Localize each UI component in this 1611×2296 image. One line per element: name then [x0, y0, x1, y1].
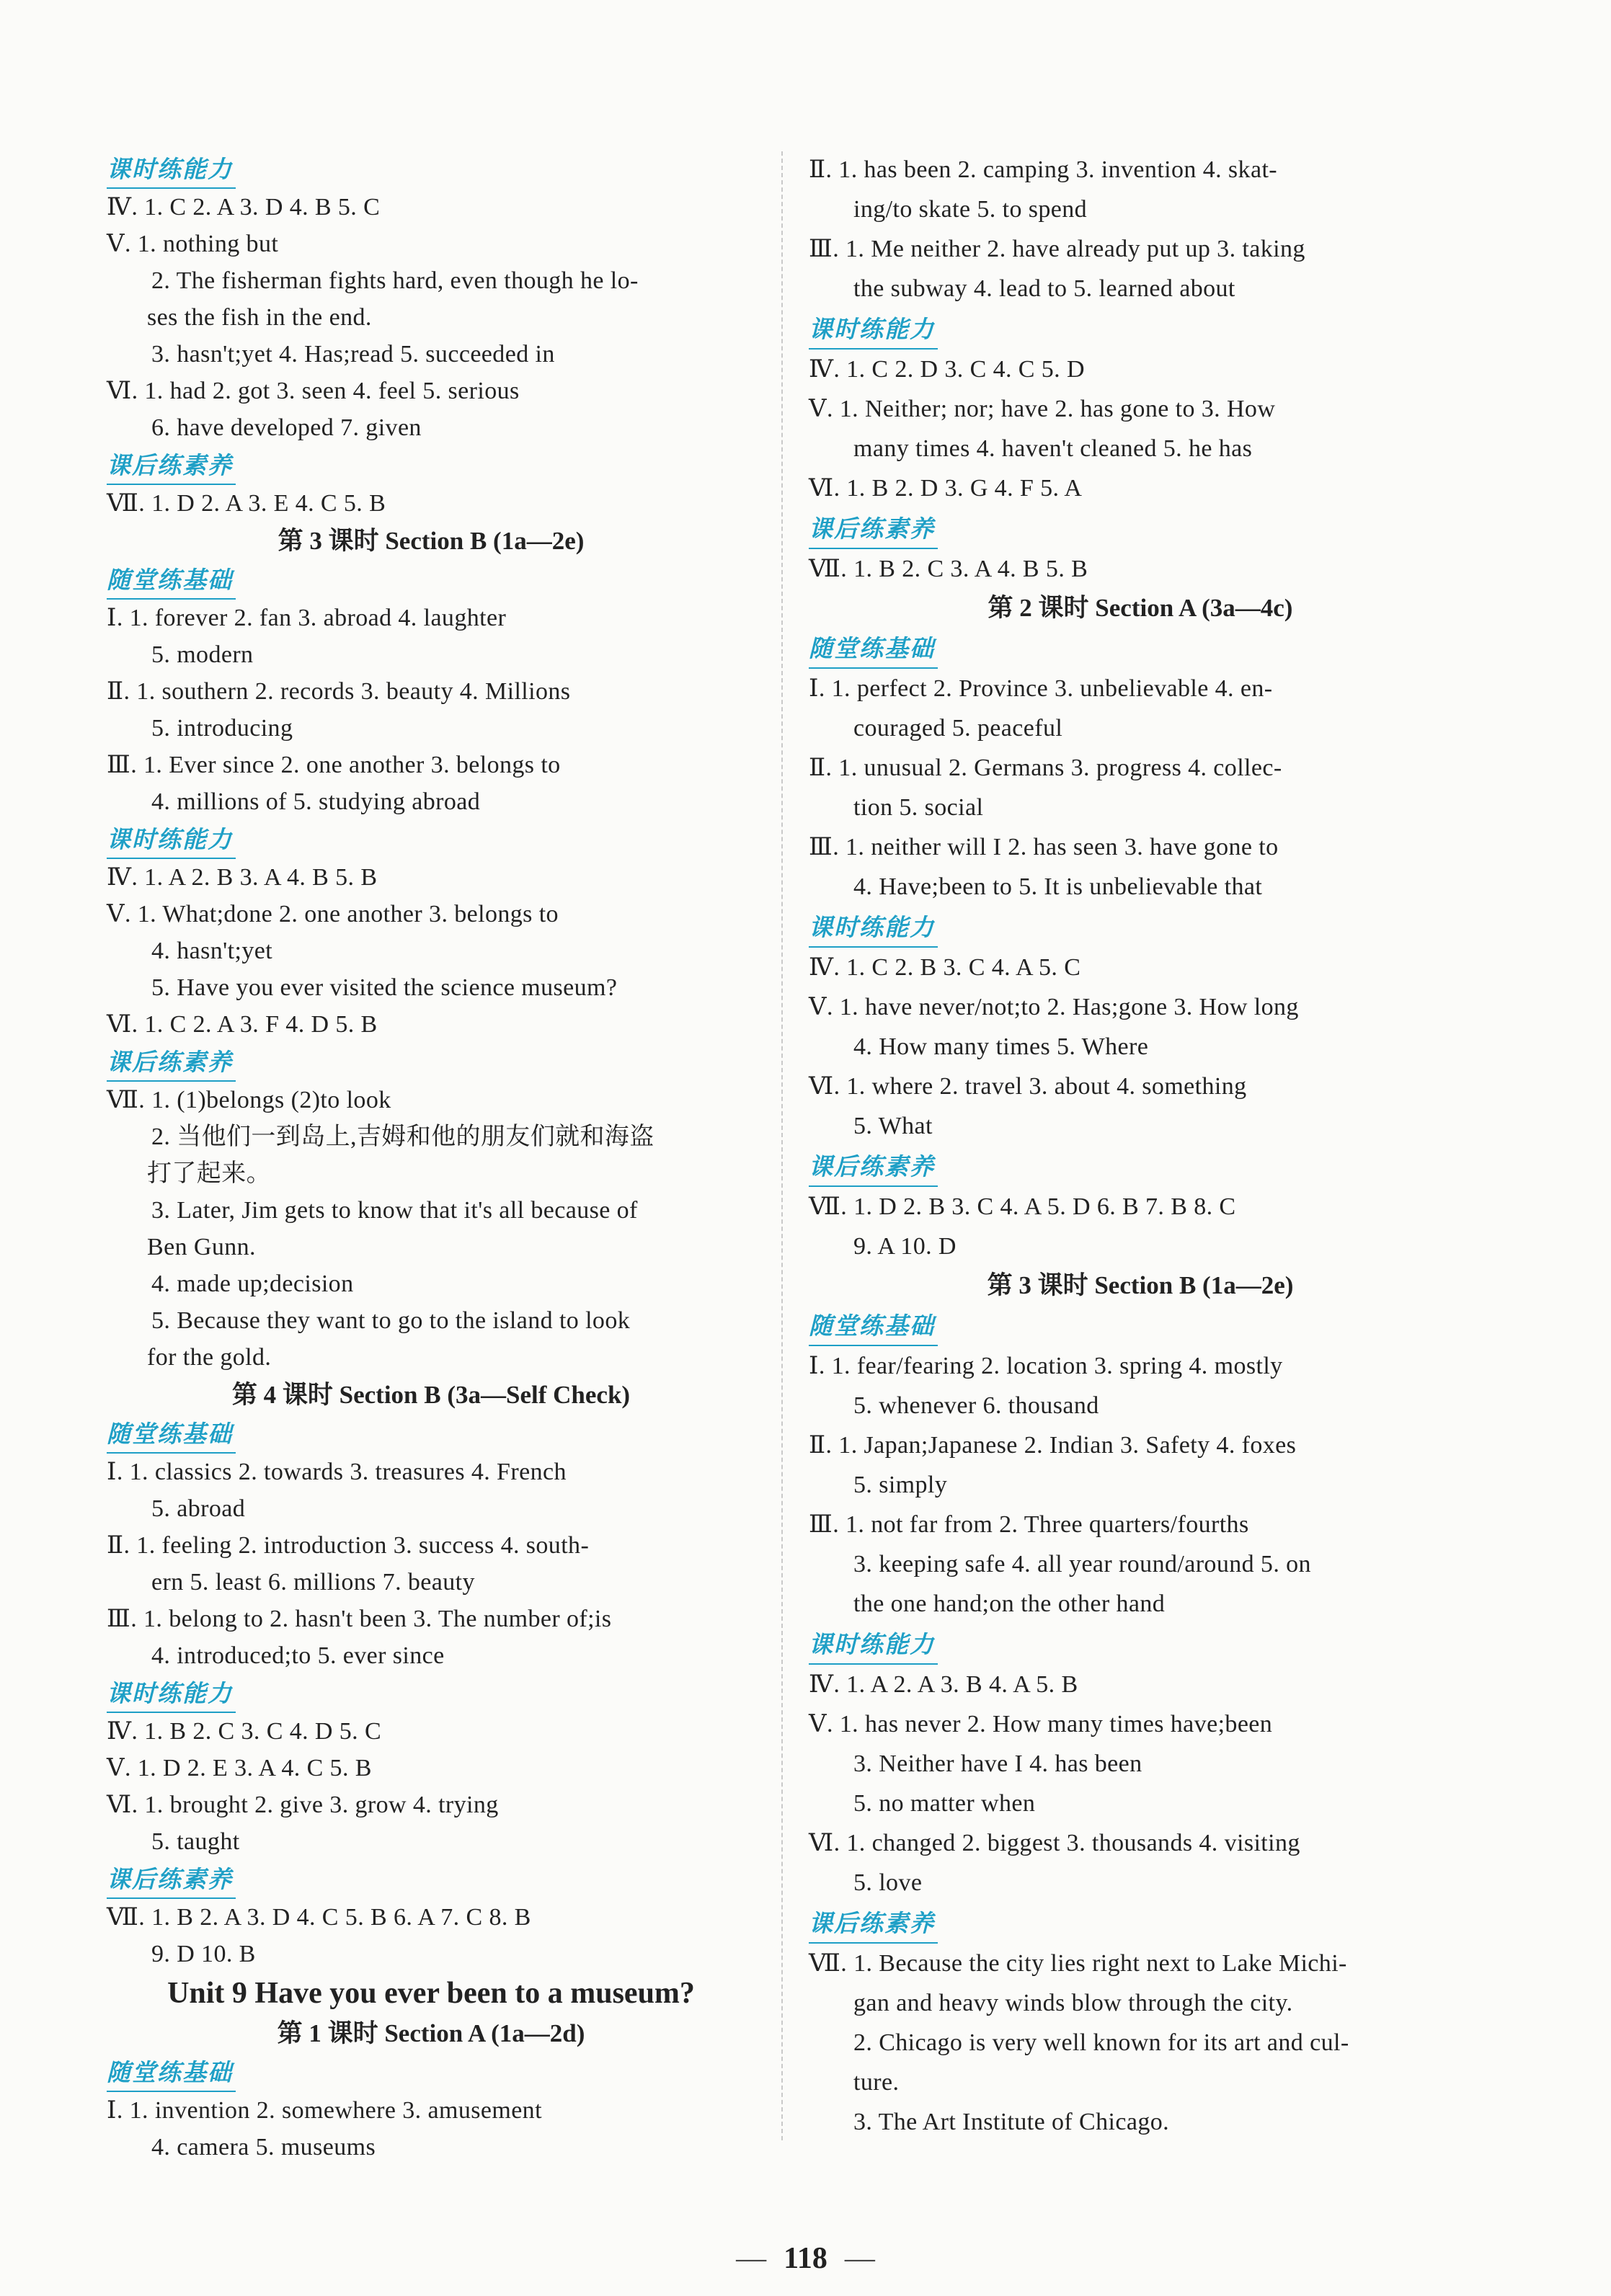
section-tag: 随堂练基础 [809, 630, 938, 669]
section-tag: 课时练能力 [809, 909, 938, 948]
section-tag: 随堂练基础 [809, 1307, 938, 1346]
answer-line: Ⅱ. 1. has been 2. camping 3. invention 4. skat- [809, 156, 1278, 183]
page-number-footer [0, 2241, 1611, 2276]
section-tag: 课后练素养 [107, 1861, 236, 1899]
answer-line: Ⅳ. 1. C 2. B 3. C 4. A 5. C [809, 954, 1081, 981]
answer-line: Ⅲ. 1. neither will I 2. has seen 3. have gone to [809, 834, 1279, 860]
answer-line: for the gold. [147, 1344, 272, 1371]
answer-line: Ⅵ. 1. C 2. A 3. F 4. D 5. B [107, 1011, 378, 1038]
section-tag-row [107, 1415, 755, 1454]
section-tag-row [809, 1146, 1472, 1187]
section-tag-row [809, 308, 1472, 350]
answer-line: Ⅰ. 1. classics 2. towards 3. treasures 4. French [107, 1459, 567, 1485]
answer-line: 2. Chicago is very well known for its art and cul- [853, 2029, 1349, 2056]
answer-line: 5. abroad [151, 1495, 246, 1522]
section-tag-row [809, 1305, 1472, 1346]
right-column [809, 150, 1472, 2142]
answer-line: Ⅴ. 1. D 2. E 3. A 4. C 5. B [107, 1755, 372, 1781]
page-number: 118 [784, 2242, 827, 2275]
footer-dash-left: — [736, 2242, 767, 2275]
section-tag: 随堂练基础 [107, 562, 236, 600]
answer-line: 4. made up;decision [151, 1271, 354, 1297]
answer-line: Ⅶ. 1. B 2. A 3. D 4. C 5. B 6. A 7. C 8. B [107, 1904, 531, 1931]
section-tag-row [107, 2053, 755, 2092]
answer-line: Ⅶ. 1. Because the city lies right next to Lake Michi- [809, 1950, 1347, 1977]
answer-line: Ⅱ. 1. unusual 2. Germans 3. progress 4. collec- [809, 755, 1282, 781]
section-tag-row [809, 907, 1472, 948]
answer-line: Ⅶ. 1. (1)belongs (2)to look [107, 1087, 391, 1113]
answer-line: the subway 4. lead to 5. learned about [853, 275, 1235, 302]
answer-line: gan and heavy winds blow through the city. [853, 1990, 1293, 2016]
answer-line: Ⅳ. 1. C 2. A 3. D 4. B 5. C [107, 194, 381, 221]
section-tag: 课时练能力 [107, 151, 236, 189]
answer-line: 5. no matter when [853, 1790, 1036, 1817]
section-tag-row [107, 150, 755, 189]
answer-line: Ⅴ. 1. has never 2. How many times have;been [809, 1711, 1273, 1737]
answer-line: Ⅳ. 1. A 2. A 3. B 4. A 5. B [809, 1671, 1078, 1698]
answer-line: 4. introduced;to 5. ever since [151, 1642, 445, 1669]
answer-line: 4. hasn't;yet [151, 938, 273, 964]
section-tag: 课后练素养 [809, 1148, 938, 1187]
answer-line: Ⅶ. 1. D 2. A 3. E 4. C 5. B [107, 490, 386, 517]
answer-line: Ⅰ. 1. invention 2. somewhere 3. amusement [107, 2097, 542, 2124]
answer-line: Ⅰ. 1. fear/fearing 2. location 3. spring 4. mostly [809, 1353, 1283, 1379]
unit-heading: Unit 9 Have you ever been to a museum? [167, 1977, 695, 2010]
section-tag-row [107, 1043, 755, 1082]
answer-line: 9. A 10. D [853, 1233, 957, 1260]
section-tag: 课时练能力 [107, 1676, 236, 1713]
section-tag: 课后练素养 [107, 448, 236, 485]
answer-line: Ⅴ. 1. nothing but [107, 231, 279, 257]
section-tag-row [809, 508, 1472, 549]
answer-line: Ⅳ. 1. A 2. B 3. A 4. B 5. B [107, 864, 378, 891]
lesson-heading: 第 2 课时 Section A (3a—4c) [988, 594, 1293, 622]
answer-line: tion 5. social [853, 794, 984, 821]
answer-line: many times 4. haven't cleaned 5. he has [853, 435, 1253, 462]
answer-line: 4. How many times 5. Where [853, 1033, 1149, 1060]
answer-line: Ⅴ. 1. have never/not;to 2. Has;gone 3. How long [809, 994, 1299, 1020]
answer-line: ses the fish in the end. [147, 304, 372, 331]
section-tag-row [809, 1903, 1472, 1944]
answer-line: 9. D 10. B [151, 1941, 256, 1967]
section-tag-row [107, 1674, 755, 1713]
answer-line: ture. [853, 2069, 900, 2096]
answer-line: Ⅵ. 1. B 2. D 3. G 4. F 5. A [809, 475, 1083, 502]
answer-line: Ⅵ. 1. brought 2. give 3. grow 4. trying [107, 1792, 499, 1818]
section-tag-row [809, 1624, 1472, 1665]
lesson-heading: 第 4 课时 Section B (3a—Self Check) [231, 1381, 631, 1409]
answer-line: Ⅰ. 1. perfect 2. Province 3. unbelievable 4. en- [809, 675, 1273, 702]
answer-line: 5. love [853, 1869, 923, 1896]
section-tag: 课时练能力 [107, 822, 236, 859]
answer-line: Ⅵ. 1. changed 2. biggest 3. thousands 4. visiting [809, 1830, 1300, 1856]
lesson-heading: 第 3 课时 Section B (1a—2e) [987, 1271, 1294, 1299]
answer-line: Ben Gunn. [147, 1234, 256, 1260]
answer-line: Ⅳ. 1. C 2. D 3. C 4. C 5. D [809, 356, 1085, 383]
answer-line: the one hand;on the other hand [853, 1590, 1166, 1617]
section-tag-row [107, 561, 755, 600]
lesson-heading: 第 1 课时 Section A (1a—2d) [277, 2019, 585, 2047]
answer-line: Ⅶ. 1. B 2. C 3. A 4. B 5. B [809, 556, 1088, 582]
answer-line: Ⅰ. 1. forever 2. fan 3. abroad 4. laughter [107, 605, 507, 631]
answer-line: 5. simply [853, 1472, 948, 1498]
answer-line: 2. The fisherman fights hard, even though he lo- [151, 267, 639, 294]
answer-line: 3. hasn't;yet 4. Has;read 5. succeeded in [151, 341, 555, 368]
section-tag: 课时练能力 [809, 311, 938, 350]
answer-line: Ⅵ. 1. had 2. got 3. seen 4. feel 5. serious [107, 378, 520, 404]
answer-line: 5. introducing [151, 715, 293, 742]
answer-line: 3. Neither have I 4. has been [853, 1750, 1142, 1777]
section-tag: 课后练素养 [809, 510, 938, 549]
answer-line: 3. The Art Institute of Chicago. [853, 2109, 1170, 2135]
answer-line: Ⅱ. 1. Japan;Japanese 2. Indian 3. Safety 4. foxes [809, 1432, 1297, 1459]
answer-line: Ⅶ. 1. D 2. B 3. C 4. A 5. D 6. B 7. B 8. C [809, 1193, 1236, 1220]
answer-line: 5. whenever 6. thousand [853, 1392, 1099, 1419]
answer-line: Ⅲ. 1. Ever since 2. one another 3. belongs to [107, 752, 561, 778]
section-tag: 随堂练基础 [107, 2055, 236, 2092]
answer-line: 4. Have;been to 5. It is unbelievable that [853, 873, 1263, 900]
answer-line: Ⅱ. 1. feeling 2. introduction 3. success 4. south- [107, 1532, 590, 1559]
answer-line: Ⅲ. 1. Me neither 2. have already put up 3. taking [809, 236, 1305, 262]
answer-line: 5. What [853, 1113, 933, 1139]
answer-line: 5. modern [151, 641, 254, 668]
answer-line: 5. Because they want to go to the island to look [151, 1307, 631, 1334]
answer-line: 2. 当他们一到岛上,吉姆和他的朋友们就和海盗 [151, 1123, 654, 1150]
answer-line: Ⅱ. 1. southern 2. records 3. beauty 4. Millions [107, 678, 571, 705]
answer-line: 5. Have you ever visited the science museum? [151, 974, 618, 1001]
section-tag-row [107, 1860, 755, 1899]
answer-line: 4. millions of 5. studying abroad [151, 788, 481, 815]
answer-line: Ⅴ. 1. Neither; nor; have 2. has gone to 3. How [809, 396, 1276, 422]
section-tag-row [107, 820, 755, 859]
section-tag: 课后练素养 [809, 1905, 938, 1944]
column-divider [781, 151, 783, 2140]
footer-dash-right: — [844, 2242, 875, 2275]
answer-line: 3. Later, Jim gets to know that it's all because of [151, 1197, 638, 1224]
answer-line: Ⅳ. 1. B 2. C 3. C 4. D 5. C [107, 1718, 382, 1745]
answer-line: ing/to skate 5. to spend [853, 196, 1088, 223]
answer-line: 4. camera 5. museums [151, 2134, 376, 2161]
section-tag: 课后练素养 [107, 1044, 236, 1082]
left-column [107, 150, 755, 2166]
answer-line: Ⅲ. 1. belong to 2. hasn't been 3. The number of;is [107, 1606, 612, 1632]
answer-line: 打了起来。 [147, 1160, 271, 1187]
section-tag: 课时练能力 [809, 1626, 938, 1665]
answer-line: 3. keeping safe 4. all year round/around 5. on [853, 1551, 1311, 1578]
answer-line: ern 5. least 6. millions 7. beauty [151, 1569, 475, 1596]
lesson-heading: 第 3 课时 Section B (1a—2e) [278, 527, 585, 555]
answer-line: Ⅲ. 1. not far from 2. Three quarters/fourths [809, 1511, 1249, 1538]
section-tag-row [809, 628, 1472, 669]
answer-line: couraged 5. peaceful [853, 715, 1063, 742]
section-tag-row [107, 446, 755, 485]
answer-line: Ⅵ. 1. where 2. travel 3. about 4. something [809, 1073, 1247, 1100]
section-tag: 随堂练基础 [107, 1416, 236, 1454]
answer-line: 5. taught [151, 1828, 240, 1855]
answer-line: Ⅴ. 1. What;done 2. one another 3. belongs to [107, 901, 559, 927]
answer-line: 6. have developed 7. given [151, 414, 422, 441]
